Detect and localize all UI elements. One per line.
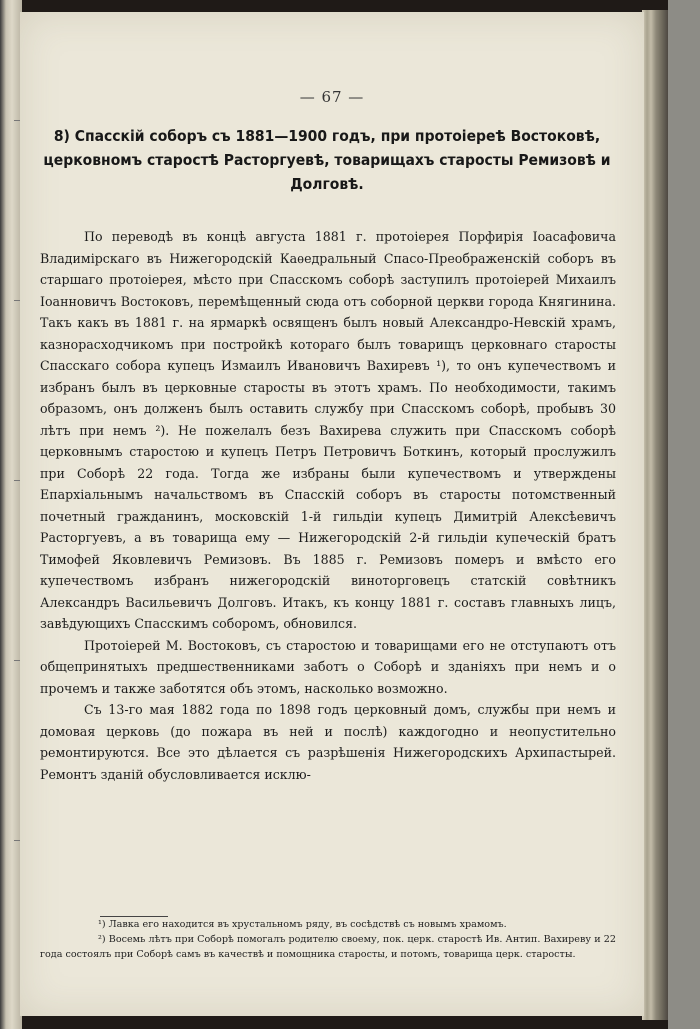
body-text xyxy=(40,226,616,785)
footnotes xyxy=(40,917,616,962)
book-page xyxy=(20,12,644,1016)
facing-page-edge xyxy=(0,0,22,1029)
page-stack-edge xyxy=(642,10,668,1020)
footnote: ²) Восемь лѣтъ при Соборѣ помогалъ родителю своему, пок. церк. старостѣ Ив. Антип. Вахиреву и 22 года состоялъ при Соборѣ самъ въ качествѣ и помощника старосты, и потомъ, товарища церк. старосты. xyxy=(40,934,616,960)
section-heading: 8) Спасскій соборъ съ 1881—1900 годъ, при протоіереѣ Востоковѣ, церковномъ старостѣ Расторгуевѣ, товарищахъ старосты Ремизовѣ и Долговѣ. xyxy=(43,127,611,193)
page-number: — 67 — xyxy=(299,88,365,106)
paragraph: Съ 13-го мая 1882 года по 1898 годъ церковный домъ, службы при немъ и домовая церковь (до пожара въ ней и послѣ) каждогодно и неопустительно ремонтируются. Все это дѣлается съ разрѣшенія Нижегородскихъ Архипастырей. Ремонтъ зданій обусловливается исклю- xyxy=(40,702,616,782)
footnote: ¹) Лавка его находится въ хрустальномъ ряду, въ сосѣдствѣ съ новымъ храмомъ. xyxy=(98,919,507,930)
paragraph: Протоіерей М. Востоковъ, съ старостою и товарищами его не отступаютъ отъ общепринятыхъ предшественниками заботъ о Соборѣ и зданіяхъ при немъ и о прочемъ и также заботятся объ этомъ, насколько возможно. xyxy=(40,637,616,696)
paragraph: По переводѣ въ концѣ августа 1881 г. протоіерея Порфирія Іоасафовича Владимірскаго въ Нижегородскій Каѳедральный Спасо-Преображенскій соборъ въ старшаго протоіерея, мѣсто при Спасскомъ соборѣ заступилъ протоіерей Михаилъ Іоанновичъ Востоковъ, перемѣщенный сюда отъ соборной церкви города Княгинина. Такъ какъ въ 1881 г. на ярмаркѣ освященъ былъ новый Александро-Невскій храмъ, казнорасходчикомъ при постройкѣ котораго былъ товарищъ церковнаго старосты Спасскаго собора купецъ Измаилъ Ивановичъ Вахиревъ ¹), то онъ купечествомъ и избранъ былъ въ церковные старосты въ этотъ храмъ. По необходимости, такимъ образомъ, онъ долженъ былъ оставить службу при Спасскомъ соборѣ, пробывъ 30 лѣтъ при немъ ²). Не пожелалъ безъ Вахирева служить при Спасскомъ соборѣ церковнымъ старостою и купецъ Петръ Петровичъ Боткинъ, который прослужилъ при Соборѣ 22 года. Тогда же избраны были купечествомъ и утверждены Епархіальнымъ начальствомъ въ Спасскій соборъ въ старосты потомственный почетный гражданинъ, московскій 1-й гильдіи купецъ Димитрій Алексѣевичъ Расторгуевъ, а въ товарища ему — Нижегородскій 2-й гильдіи купеческій братъ Тимофей Яковлевичъ Ремизовъ. Въ 1885 г. Ремизовъ померъ и вмѣсто его купечествомъ избранъ нижегородскій виноторговецъ статскій совѣтникъ Александръ Васильевичъ Долговъ. Итакъ, къ концу 1881 г. составъ главныхъ лицъ, завѣдующихъ Спасскимъ соборомъ, обновился. xyxy=(40,229,616,631)
background-surface xyxy=(668,0,700,1029)
